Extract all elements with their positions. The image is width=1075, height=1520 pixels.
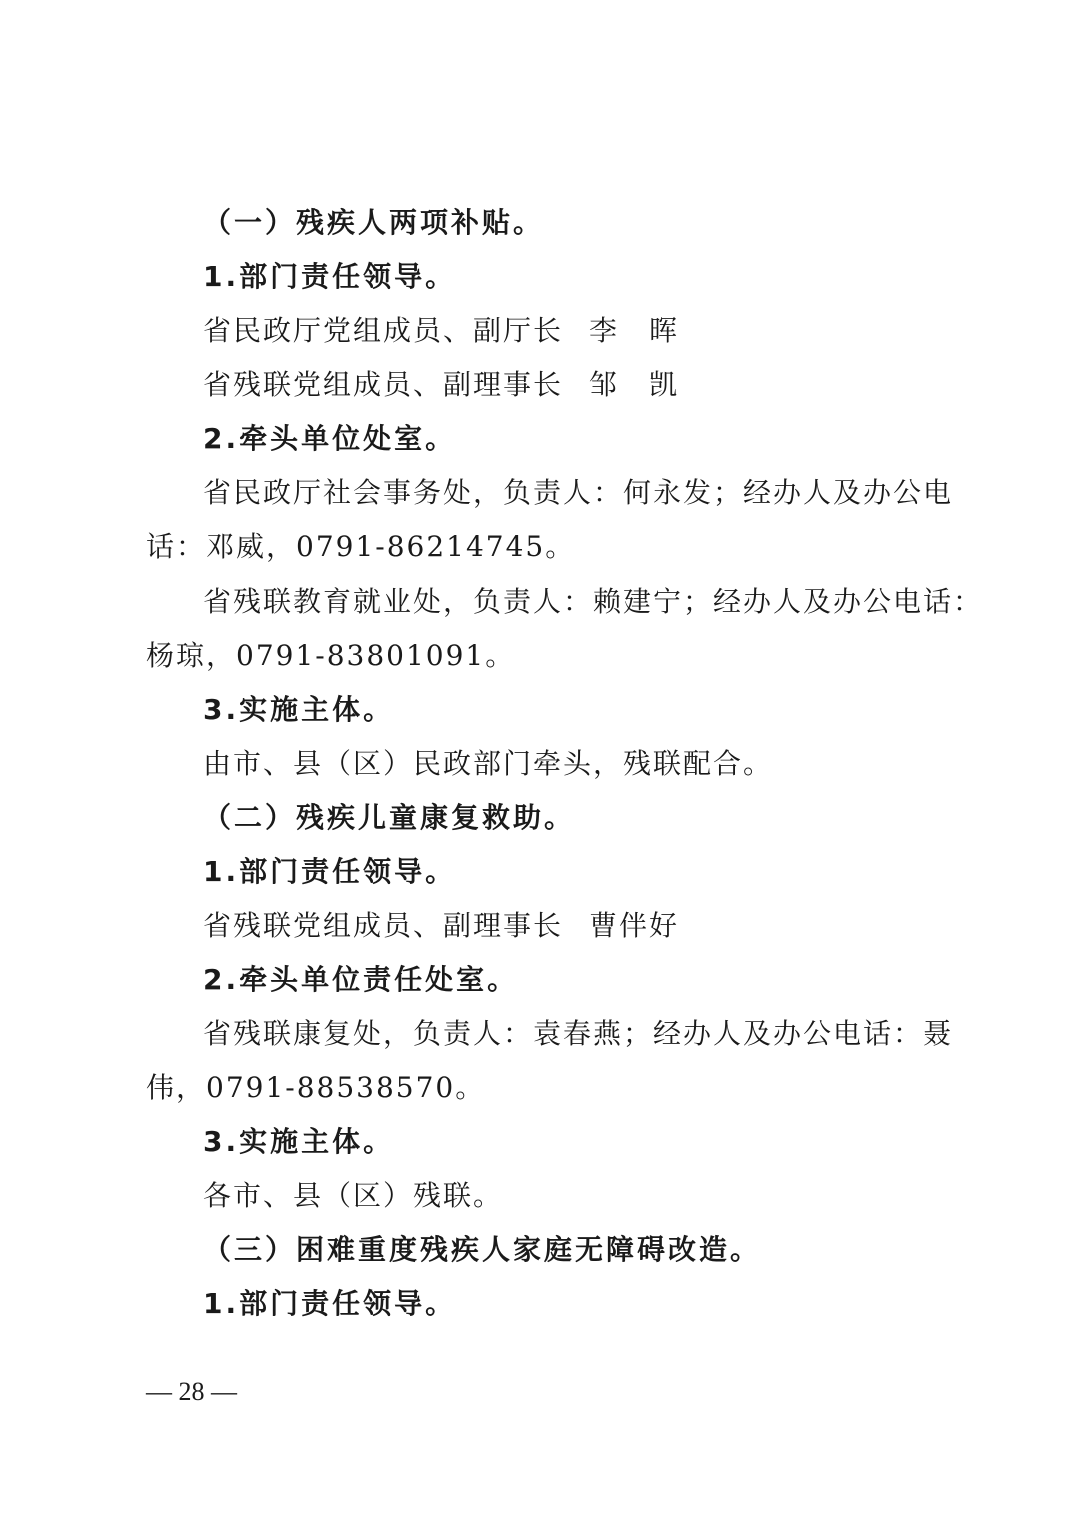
- section-1-office-1-line-2: 话：邓威，0791-86214745。: [146, 530, 576, 563]
- section-2-heading-leader: 1.部门责任领导。: [203, 855, 457, 888]
- leader-name: 曹伴好: [589, 909, 680, 942]
- section-1-implementer: 由市、县（区）民政部门牵头，残联配合。: [203, 747, 774, 780]
- section-2-title: （二）残疾儿童康复救助。: [203, 801, 576, 834]
- leader-role: 省残联党组成员、副理事长: [203, 368, 564, 401]
- section-2-office-1-line-2: 伟，0791-88538570。: [146, 1071, 486, 1104]
- section-1-leader-1: [203, 311, 993, 351]
- section-2-implementer: 各市、县（区）残联。: [203, 1179, 504, 1212]
- leader-role: 省残联党组成员、副理事长: [203, 909, 564, 942]
- section-1-heading-implementer: 3.实施主体。: [203, 693, 395, 726]
- leader-name: 邹 凯: [589, 368, 680, 401]
- section-1-heading-leader: 1.部门责任领导。: [203, 260, 457, 293]
- section-1-title: （一）残疾人两项补贴。: [203, 206, 545, 239]
- section-1-heading-office: 2.牵头单位处室。: [203, 422, 457, 455]
- section-2-leader-1: [203, 906, 993, 946]
- section-1-office-1-line-1: 省民政厅社会事务处，负责人：何永发；经办人及办公电: [203, 476, 954, 509]
- page-number: — 28 —: [146, 1377, 237, 1406]
- section-1-office-2-line-2: 杨琼，0791-83801091。: [146, 639, 516, 672]
- section-2-office-1-line-1: 省残联康复处，负责人：袁春燕；经办人及办公电话：聂: [203, 1017, 954, 1050]
- section-3-title: （三）困难重度残疾人家庭无障碍改造。: [203, 1233, 762, 1266]
- leader-role: 省民政厅党组成员、副厅长: [203, 314, 564, 347]
- section-3-heading-leader: 1.部门责任领导。: [203, 1287, 457, 1320]
- section-2-heading-office: 2.牵头单位责任处室。: [203, 963, 519, 996]
- section-1-leader-2: [203, 365, 993, 405]
- section-2-heading-implementer: 3.实施主体。: [203, 1125, 395, 1158]
- leader-name: 李 晖: [589, 314, 680, 347]
- section-1-office-2-line-1: 省残联教育就业处，负责人：赖建宁；经办人及办公电话：: [203, 585, 984, 618]
